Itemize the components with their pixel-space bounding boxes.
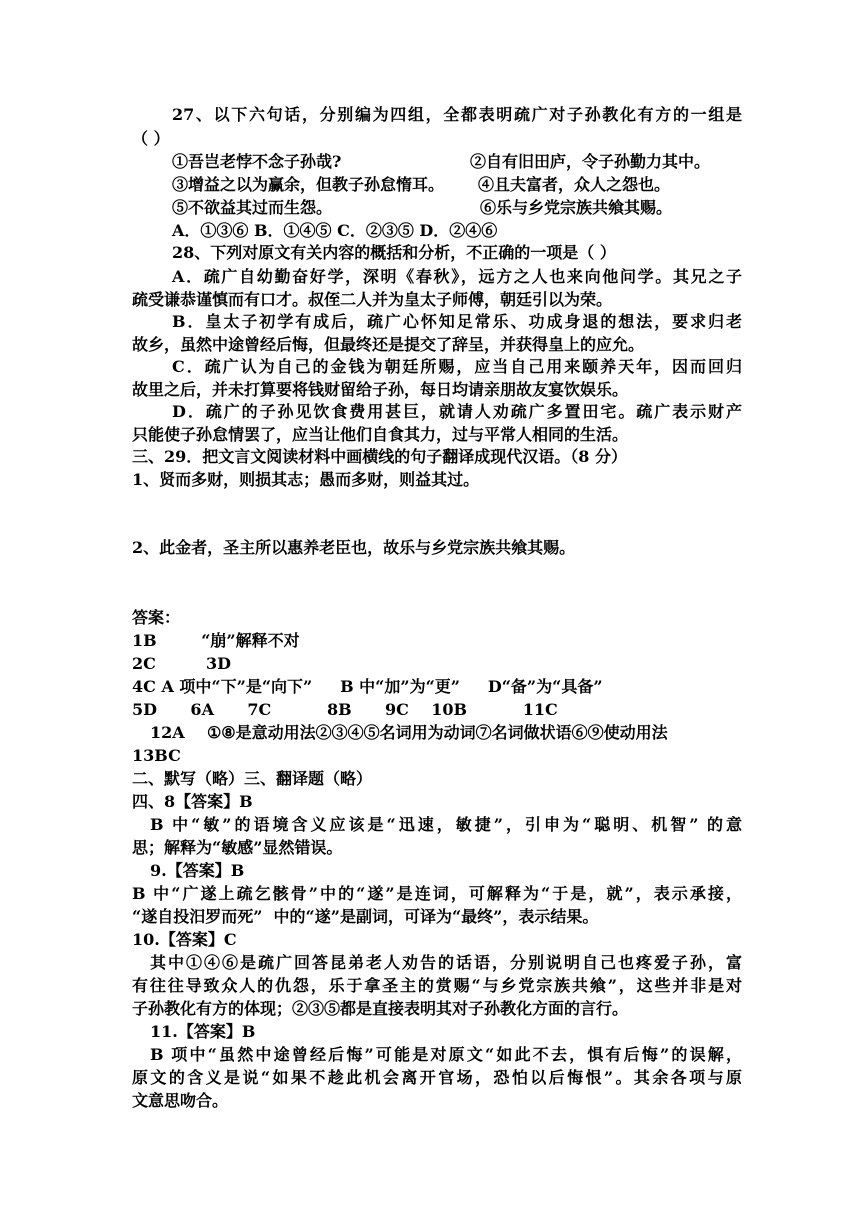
answer-8-line2: 思；解释为“敏感”显然错误。 [132,838,343,857]
q28-option-c-line1: C．疏广认为自己的金钱为朝廷所赐，应当自己用来颐养天年，因而回归 [172,357,742,376]
q27-sentence-3: ③增益之以为赢余，但教子孙怠惰耳。 [172,175,445,194]
answer-2-3: 2C 3D [132,654,232,673]
answer-11-line3: 文意思吻合。 [132,1091,229,1110]
section-2-3-note: 二、默写（略）三、翻译题（略） [132,769,373,788]
answer-10-line1: 其中①④⑥是疏广回答昆弟老人劝告的话语，分别说明自己也疼爱子孙，富 [150,953,742,972]
answer-10-line3: 子孙教化有方的体现；②③⑤都是直接表明其对子孙教化方面的言行。 [132,999,629,1018]
q27-sentence-5: ⑤不欲益其过而生怨。 [172,198,333,217]
q28-option-a-line2: 疏受谦恭谨慎而有口才。叔侄二人并为皇太子师傅，朝廷引以为荣。 [132,290,613,309]
answer-10-heading: 10.【答案】C [132,930,237,949]
q28-option-a-line1: A．疏广自幼勤奋好学，深明《春秋》，远方之人也来向他问学。其兄之子 [172,267,742,286]
q27-sentence-1: ①吾岂老悖不念子孙哉? [172,152,342,171]
answer-13: 13BC [132,746,181,765]
q28-option-d-line2: 只能使子孙怠情罢了，应当让他们自食其力，过与平常人相同的生活。 [132,425,629,444]
answers-title: 答案： [132,608,181,627]
q29-item-2: 2、此金者，圣主所以惠养老臣也，故乐与乡党宗族共飨其赐。 [132,538,576,557]
q27-stem-line2: （ ） [132,129,170,148]
q28-option-b-line2: 故乡，虽然中途曾经后悔，但最终还是提交了辞呈，并获得皇上的应允。 [132,335,645,354]
q27-sentence-4: ④且夫富者，众人之怨也。 [478,175,671,194]
q27-stem-line1: 27、以下六句话，分别编为四组，全都表明疏广对子孙教化有方的一组是 [172,105,742,124]
answer-8-line1: B 中“敏”的语境含义应该是“迅速，敏捷”，引申为“聪明、机智” 的意 [150,815,742,834]
answer-1: 1B “崩”解释不对 [132,631,300,650]
answer-5-11: 5D 6A 7C 8B 9C 10B 11C [132,700,558,719]
answer-11-heading: 11.【答案】B [150,1022,256,1041]
answer-9-heading: 9.【答案】B [150,861,245,880]
answer-4: 4C A 项中“下”是“向下” B 中“加”为“更” D“备”为“具备” [132,677,603,696]
q28-option-b-line1: B．皇太子初学有成后，疏广心怀知足常乐、功成身退的想法，要求归老 [172,312,742,331]
q27-choices: A．①③⑥ B．①④⑤ C．②③⑤ D．②④⑥ [172,221,498,240]
answer-12: 12A ①⑧是意动用法②③④⑤名词用为动词⑦名词做状语⑥⑨使动用法 [150,723,668,742]
q28-option-d-line1: D．疏广的子孙见饮食费用甚巨，就请人劝疏广多置田宅。疏广表示财产 [172,402,742,421]
q28-option-c-line2: 故里之后，并未打算要将钱财留给子孙，每日均请亲朋故友宴饮娱乐。 [132,380,629,399]
answer-11-line2: 原文的含义是说“如果不趁此机会离开官场，恐怕以后悔恨”。其余各项与原 [132,1068,742,1087]
q28-stem: 28、下列对原文有关内容的概括和分析，不正确的一项是（ ） [172,243,616,262]
section-4-heading: 四、8【答案】B [132,792,253,811]
q29-item-1: 1、贤而多财，则损其志；愚而多财，则益其过。 [132,470,480,489]
answer-11-line1: B 项中“虽然中途曾经后悔”可能是对原文“如此不去，惧有后悔”的误解， [150,1045,742,1064]
q27-sentence-6: ⑥乐与乡党宗族共飨其赐。 [480,198,673,217]
q29-heading: 三、29．把文言文阅读材料中画横线的句子翻译成现代汉语。（8 分） [132,447,627,466]
answer-9-line1: B 中“广遂上疏乞骸骨”中的“遂”是连词，可解释为“于是，就”，表示承接， [132,884,742,903]
answer-10-line2: 有往往导致众人的仇怨，乐于拿圣主的赏赐“与乡党宗族共飨”，这些并非是对 [132,976,742,995]
answer-9-line2: “遂自投汨罗而死” 中的“遂”是副词，可译为“最终”，表示结果。 [132,907,599,926]
q27-sentence-2: ②自有旧田庐，令子孙勤力其中。 [470,152,711,171]
